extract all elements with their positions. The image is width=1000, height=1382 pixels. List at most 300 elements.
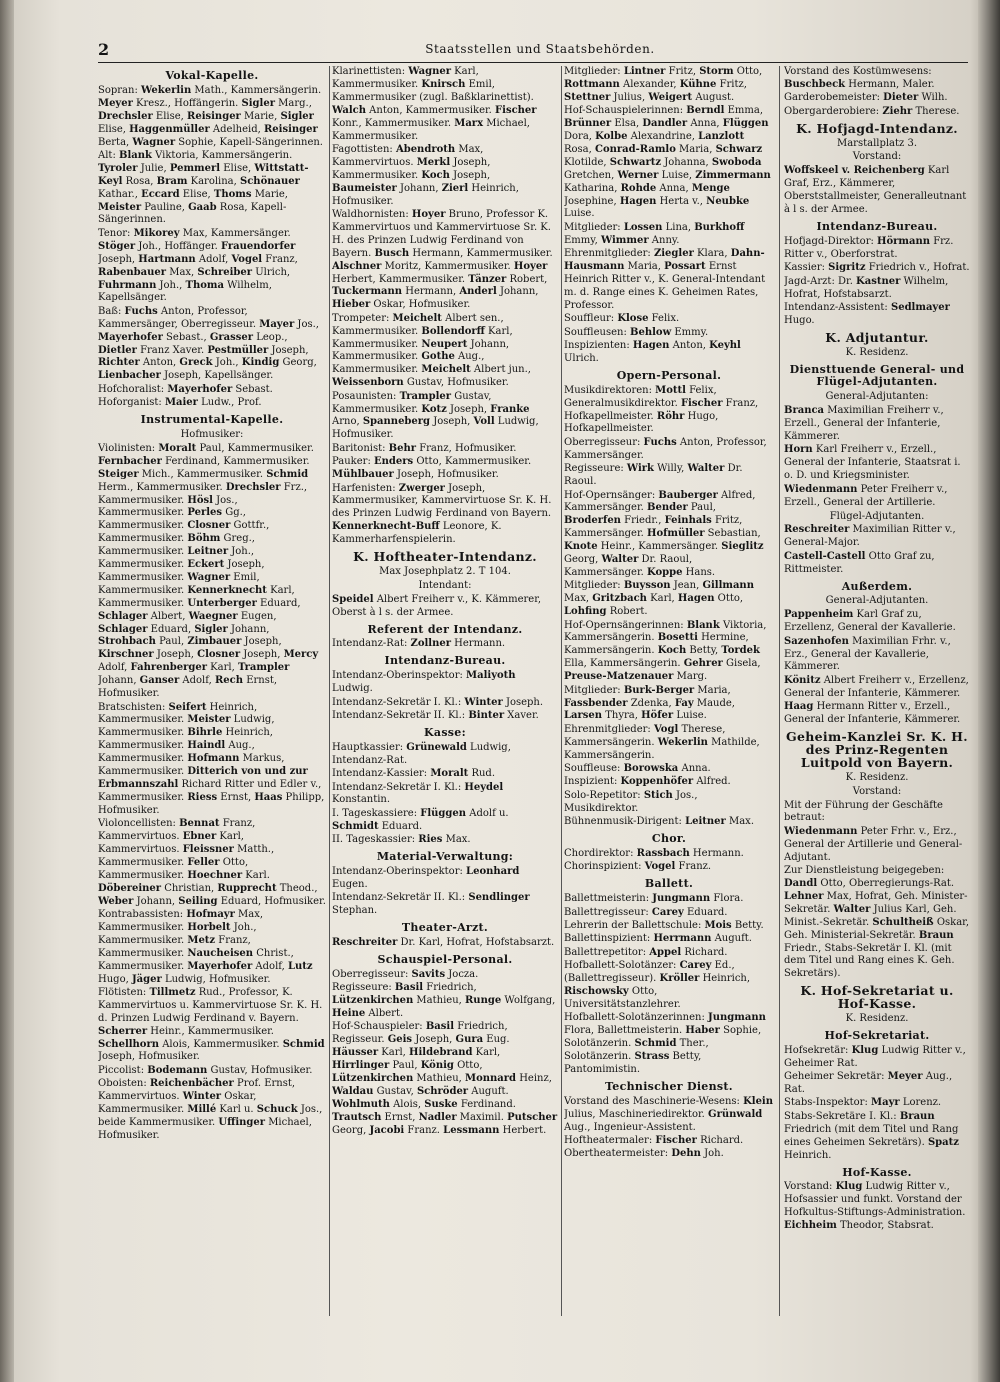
entry-name: Tordek	[721, 645, 760, 657]
section-heading: K. Hofjagd-Intendanz.	[796, 120, 958, 136]
directory-entry: Stabs-Sekretäre I. Kl.: Braun Friedrich (mit dem Titel und Rang eines Geheimen Sekretärs). Spatz Heinrich.	[784, 1110, 959, 1161]
entry-name: Wagner	[132, 136, 176, 148]
entry-name: Naucheisen	[187, 947, 254, 959]
entry-name: Gritzbach	[592, 593, 647, 605]
entry-name: Sedlmayer	[890, 301, 950, 313]
entry-name: Kennerknecht	[187, 584, 267, 596]
entry-name: Hartmann	[138, 253, 196, 265]
entry-name: Behr	[388, 442, 417, 454]
entry-name: Ditterich von und zur Erbmannszahl	[98, 766, 308, 790]
entry-name: Fischer	[495, 104, 537, 116]
entry-name: Geis	[387, 1034, 413, 1046]
entry-name: Wagner	[408, 66, 451, 77]
subheading: K. Residenz.	[845, 346, 909, 358]
entry-name: Hoyer	[513, 260, 548, 272]
subheading: K. Residenz.	[845, 771, 909, 783]
entry-name: Fuhrmann	[98, 279, 157, 291]
entry-name: Eichheim	[784, 1220, 837, 1232]
directory-entry: Souffleur: Klose Felix.	[564, 313, 680, 325]
entry-name: Merkl	[416, 156, 451, 168]
directory-entry: Intendanz-Sekretär II. Kl.: Binter Xaver.	[332, 710, 539, 721]
entry-name: Fay	[674, 697, 694, 709]
directory-entry: Trompeter: Meichelt Albert sen., Kammermusiker. Bollendorff Karl, Kammermusiker. Neupert Johann, Kammermusiker. Gothe Aug., Kammermusiker. Meichelt Albert jun., Weissenborn Gustav, Hofmusiker.	[332, 312, 531, 389]
directory-entry: Oboisten: Reichenbächer Prof. Ernst, Kammervirtuos. Winter Oskar, Kammermusiker. Millé Karl u. Schuck Jos., beide Kammermusiker. Uffinger Michael, Hofmusiker.	[98, 1078, 323, 1141]
entry-name: Klug	[851, 1044, 879, 1056]
entry-name: Feinhals	[664, 515, 712, 527]
entry-name: Koch	[421, 169, 450, 181]
entry-name: Unterberger	[187, 597, 257, 609]
entry-name: Klose	[617, 313, 649, 325]
entry-name: Waldau	[332, 1085, 374, 1097]
entry-name: Schuck	[256, 1104, 298, 1116]
section-heading: Schauspiel-Personal.	[377, 952, 513, 966]
entry-name: Stettner	[564, 91, 611, 103]
entry-name: Meyer	[887, 1071, 923, 1083]
column-divider	[329, 66, 330, 1316]
directory-entry: Sazenhofen Maximilian Frhr. v., Erz., General der Kavallerie, Kämmerer.	[784, 635, 951, 673]
column-4	[784, 66, 970, 1316]
entry-name: Uffinger	[218, 1117, 266, 1128]
entry-name: Hofmann	[187, 753, 240, 765]
entry-name: Burkhoff	[694, 221, 745, 233]
entry-name: Appel	[649, 946, 682, 958]
directory-entry: Mitglieder: Lossen Lina, Burkhoff Emmy, Wimmer Anny.	[564, 221, 745, 246]
subheading: Flügel-Adjutanten.	[829, 510, 925, 522]
section-heading: K. Hoftheater-Intendanz.	[353, 549, 537, 565]
section-heading: K. Adjutantur.	[825, 329, 929, 345]
directory-entry: Inspizienten: Hagen Anton, Keyhl Ulrich.	[564, 340, 741, 364]
entry-name: Berndl	[686, 105, 725, 117]
subheading: Vorstand:	[852, 785, 902, 797]
entry-name: Rabenbauer	[98, 266, 167, 278]
entry-name: Rupprecht	[217, 882, 277, 894]
entry-name: Wohlmuth	[332, 1098, 390, 1110]
entry-name: König	[420, 1060, 454, 1072]
entry-name: Wiedenmann	[784, 483, 858, 495]
section-heading: Geheim-Kanzlei Sr. K. H. des Prinz-Regenten Luitpold von Bayern.	[786, 729, 968, 770]
entry-name: Lessmann	[443, 1124, 500, 1136]
entry-name: Dietler	[98, 344, 137, 356]
entry-name: Nadler	[418, 1111, 457, 1123]
entry-name: Sigler	[280, 110, 314, 122]
directory-entry: Musikdirektoren: Mottl Felix, Generalmusikdirektor. Fischer Franz, Hofkapellmeister. Röhr Hugo, Hofkapellmeister.	[564, 384, 759, 435]
directory-entry: Klarinettisten: Wagner Karl, Kammermusiker. Knirsch Emil, Kammermusiker (zugl. Baßklarinettist). Walch Anton, Kammermusiker. Fischer Konr., Kammermusiker. Marx Michael, Kammermusiker.	[332, 66, 537, 142]
directory-entry: Kontrabassisten: Hofmayr Max, Kammermusiker. Horbelt Joh., Kammermusiker. Metz Franz, Kammermusiker. Naucheisen Christ., Kammermusiker. Mayerhofer Adolf, Lutz Hugo, Jäger Ludwig, Hofmusiker.	[98, 909, 313, 985]
entry-name: Binter	[468, 710, 505, 721]
entry-name: Hoechner	[187, 869, 243, 881]
entry-name: Carey	[679, 960, 712, 972]
entry-name: Gaab	[188, 201, 217, 213]
entry-name: Drechsler	[98, 110, 153, 122]
entry-name: Bram	[156, 175, 188, 187]
entry-name: Häusser	[332, 1047, 379, 1059]
entry-name: Haggenmüller	[129, 123, 210, 135]
entry-name: Baumeister	[332, 182, 397, 194]
entry-name: Zimbauer	[187, 636, 242, 648]
directory-entry: Vorstand des Kostümwesens: Buschbeck Hermann, Maler.	[784, 66, 935, 90]
entry-name: Jäger	[131, 973, 162, 985]
entry-name: Basil	[394, 982, 424, 994]
entry-name: Koch	[657, 645, 687, 657]
entry-name: Haag	[784, 701, 814, 713]
directory-entry: Kassier: Sigritz Friedrich v., Hofrat.	[784, 262, 970, 274]
directory-entry: Regisseure: Basil Friedrich, Lützenkirchen Mathieu, Runge Wolfgang, Heine Albert.	[332, 982, 556, 1020]
entry-name: Reschreiter	[784, 524, 850, 536]
subheading: Max Josephplatz 2. T 104.	[379, 565, 511, 577]
entry-name: Closner	[187, 520, 231, 532]
section-heading: Material-Verwaltung:	[376, 850, 514, 864]
entry-name: Maier	[164, 397, 198, 409]
entry-name: Pemmerl	[169, 162, 221, 174]
entry-name: Trampler	[237, 662, 290, 674]
directory-entry: Könitz Albert Freiherr v., Erzellenz, General der Infanterie, Kämmerer.	[784, 674, 969, 699]
entry-name: Menge	[691, 182, 730, 194]
directory-entry: Ballettregisseur: Carey Eduard.	[564, 906, 728, 918]
entry-name: Buysson	[623, 580, 671, 592]
entry-name: Wittstatt-Keyl	[98, 162, 309, 187]
running-head: Staatsstellen und Staatsbehörden.	[425, 42, 655, 56]
header-rule	[98, 62, 968, 63]
page-number: 2	[98, 40, 110, 59]
entry-name: Strass	[634, 1051, 670, 1063]
directory-entry: Intendanz-Assistent: Sedlmayer Hugo.	[784, 301, 950, 326]
entry-name: Heydel	[464, 781, 504, 793]
subheading: Vorstand:	[852, 151, 902, 163]
section-heading: Theater-Arzt.	[401, 921, 489, 935]
directory-entry: II. Tageskassier: Ries Max.	[332, 834, 471, 846]
section-heading: Außerdem.	[841, 579, 913, 593]
entry-name: Leonhard	[466, 865, 520, 877]
entry-name: Schultheiß	[872, 916, 934, 928]
entry-name: Richter	[98, 357, 140, 369]
directory-entry: Pappenheim Karl Graf zu, Erzellenz, General der Kavallerie.	[784, 609, 956, 634]
entry-name: Jungmann	[652, 893, 711, 905]
entry-name: Eckert	[187, 559, 225, 571]
entry-name: Ebner	[182, 831, 217, 843]
entry-name: Mayerhofer	[187, 960, 253, 972]
entry-name: Röhr	[656, 410, 685, 422]
directory-entry: Piccolist: Bodemann Gustav, Hofmusiker.	[98, 1064, 313, 1076]
entry-name: Storm	[699, 66, 734, 77]
entry-name: Seiling	[178, 895, 218, 907]
directory-entry: Wiedenmann Peter Frhr. v., Erz., General der Artillerie und General-Adjutant.	[784, 825, 963, 863]
entry-name: Lintner	[623, 66, 666, 77]
directory-entry: Ballettmeisterin: Jungmann Flora.	[564, 893, 744, 905]
directory-entry: Bratschisten: Seifert Heinrich, Kammermusiker. Meister Ludwig, Kammermusiker. Bihrle Heinrich, Kammermusiker. Haindl Aug., Kammermusiker. Hofmann Markus, Kammermusiker. Ditterich von und zur Erbmannszahl Richard Ritter und Edler v., Kammermusiker. Riess Ernst, Haas Philipp, Hofmusiker.	[98, 701, 325, 816]
entry-name: Monnard	[465, 1073, 517, 1085]
entry-name: Lossen	[623, 221, 663, 233]
directory-entry: Obergarderobiere: Ziehr Therese.	[784, 105, 960, 117]
entry-name: Broderfen	[564, 515, 621, 527]
directory-entry: Lehrerin der Ballettschule: Mois Betty.	[564, 920, 764, 931]
entry-name: Stich	[643, 789, 673, 801]
entry-name: Branca	[784, 405, 825, 417]
entry-name: Speidel	[332, 593, 374, 605]
entry-name: Sendlinger	[468, 892, 530, 904]
section-heading: Vokal-Kapelle.	[165, 69, 259, 82]
entry-name: Könitz	[784, 674, 821, 686]
entry-name: Kühne	[679, 78, 717, 90]
entry-name: Fernbacher	[98, 455, 162, 467]
section-heading: Instrumental-Kapelle.	[140, 413, 284, 427]
entry-name: Neupert	[421, 338, 468, 350]
entry-name: Fischer	[655, 1135, 697, 1146]
entry-name: Sigritz	[828, 262, 866, 274]
subheading: Intendant:	[418, 579, 472, 591]
directory-entry: Violoncellisten: Bennat Franz, Kammervirtuos. Ebner Karl, Kammervirtuos. Fleissner Matth., Kammermusiker. Feller Otto, Kammermusiker. Hoechner Karl. Döbereiner Christian, Rupprecht Theod., Weber Johann, Seiling Eduard, Hofmusiker.	[98, 818, 326, 907]
entry-name: Marx	[454, 117, 484, 129]
directory-entry: Alt: Blank Viktoria, Kammersängerin. Tyroler Julie, Pemmerl Elise, Wittstatt-Keyl Rosa, Bram Karolina, Schönauer Kathar., Eccard Elise, Thoms Marie, Meister Pauline, Gaab Rosa, Kapell-Sängerinnen.	[98, 149, 309, 226]
entry-name: Vogl	[653, 723, 679, 735]
subheading: K. Residenz.	[845, 1013, 909, 1025]
entry-name: Gillmann	[702, 580, 754, 592]
directory-entry: Mitglieder: Buysson Jean, Gillmann Max, Gritzbach Karl, Hagen Otto, Lohfing Robert.	[564, 580, 754, 618]
entry-name: Thoma	[185, 279, 224, 291]
entry-name: Dieter	[883, 92, 919, 104]
directory-entry: Vorstand: Klug Ludwig Ritter v., Hofsassier und funkt. Vorstand der Hofkultus-Stiftungs-Administration. Eichheim Theodor, Stabsrat.	[784, 1181, 966, 1232]
subheading: Marstallplatz 3.	[836, 137, 918, 149]
entry-name: Zierl	[441, 182, 469, 194]
entry-name: Walch	[332, 104, 366, 116]
entry-name: Mayerhofer	[98, 331, 163, 343]
entry-name: Hagen	[632, 340, 670, 352]
entry-name: Bauberger	[658, 489, 718, 501]
entry-name: Flüggen	[420, 807, 467, 819]
entry-name: Koppe	[647, 566, 683, 578]
section-heading: Chor.	[651, 832, 687, 846]
entry-name: Conrad-Ramlo	[595, 143, 676, 155]
entry-name: Hildebrand	[409, 1047, 473, 1059]
entry-name: Dandler	[642, 118, 688, 130]
entry-name: Tuckermann	[332, 286, 403, 298]
entry-name: Lützenkirchen	[332, 1073, 414, 1085]
entry-name: Blank	[119, 149, 152, 161]
section-heading: Referent der Intendanz.	[367, 622, 523, 636]
entry-name: Flüggen	[722, 118, 769, 130]
entry-name: Hofmayr	[186, 909, 235, 920]
directory-entry: Fagottisten: Abendroth Max, Kammervirtuos. Merkl Joseph, Kammermusiker. Koch Joseph, Baumeister Johann, Zierl Heinrich, Hofmusiker.	[332, 143, 519, 207]
section-heading: Hof-Kasse.	[842, 1165, 912, 1179]
entry-name: Steiger	[98, 468, 139, 480]
entry-name: Meichelt	[392, 312, 442, 324]
entry-name: Keyhl	[709, 340, 741, 352]
entry-name: Bennat	[179, 818, 220, 830]
entry-name: Hofmüller	[647, 528, 705, 540]
entry-name: Dandl	[784, 877, 818, 889]
directory-entry: Hof-Schauspielerinnen: Berndl Emma, Brünner Elsa, Dandler Anna, Flüggen Dora, Kolbe Alexandrine, Lanzlott Rosa, Conrad-Ramlo Maria, Schwarz Klotilde, Schwartz Johanna, Swoboda Gretchen, Werner Luise, Zimmermann Katharina, Rohde Anna, Menge Josephine, Hagen Herta v., Neubke Luise.	[564, 105, 771, 220]
entry-name: Kindig	[241, 357, 280, 369]
directory-entry: Geheimer Sekretär: Meyer Aug., Rat.	[784, 1071, 953, 1096]
entry-name: Putscher	[507, 1111, 558, 1123]
entry-name: Bihrle	[187, 727, 223, 739]
directory-entry: Regisseure: Wirk Willy, Walter Dr. Raoul.	[564, 463, 743, 488]
entry-name: Perles	[187, 507, 223, 519]
entry-name: Mayer	[259, 318, 295, 330]
entry-name: Fleissner	[182, 843, 234, 855]
section-heading: Intendanz-Bureau.	[384, 654, 506, 668]
entry-name: Wiedenmann	[784, 825, 858, 837]
entry-name: Mois	[704, 920, 732, 931]
entry-name: Schröder	[416, 1085, 469, 1097]
directory-entry: Wiedenmann Peter Freiherr v., Erzell., General der Artillerie.	[784, 483, 948, 508]
entry-name: Runge	[465, 995, 502, 1007]
section-heading: K. Hof-Sekretariat u. Hof-Kasse.	[800, 983, 954, 1012]
entry-name: Leitner	[187, 546, 229, 558]
entry-name: Buschbeck	[784, 78, 846, 90]
directory-entry: Jagd-Arzt: Dr. Kastner Wilhelm, Hofrat, Hofstabsarzt.	[784, 275, 949, 300]
entry-name: Reisinger	[187, 110, 241, 122]
entry-name: Lanzlott	[698, 131, 745, 143]
directory-entry: Hof-Schauspieler: Basil Friedrich, Regisseur. Geis Joseph, Gura Eug. Häusser Karl, Hildebrand Karl, Hirrlinger Paul, König Otto, Lützenkirchen Mathieu, Monnard Heinz, Waldau Gustav, Schröder Auguft. Wohlmuth Alois, Suske Ferdinand. Trautsch Ernst, Nadler Maximil. Putscher Georg, Jacobi Franz. Lessmann Herbert.	[332, 1021, 558, 1136]
entry-name: Scherrer	[98, 1025, 148, 1037]
directory-entry: Intendanz-Sekretär I. Kl.: Winter Joseph.	[332, 696, 544, 708]
entry-name: Eccard	[141, 188, 180, 200]
entry-name: Fuchs	[124, 305, 158, 317]
section-heading: Diensttuende General- und Flügel-Adjutanten.	[789, 362, 965, 389]
entry-name: Kastner	[856, 275, 901, 287]
directory-entry: Chordirektor: Rassbach Hermann.	[564, 847, 744, 859]
entry-name: Tyroler	[98, 162, 138, 174]
entry-name: Lutz	[287, 960, 313, 972]
directory-entry: Hoftheatermaler: Fischer Richard.	[564, 1135, 744, 1146]
entry-name: Tillmetz	[149, 986, 196, 998]
directory-entry: Zur Dienstleistung beigegeben: Dandl Otto, Oberregierungs-Rat. Lehner Max, Hofrat, Geh. Minister-Sekretär. Walter Julius Karl, Geh. Minist.-Sekretär. Schultheiß Oskar, Geh. Ministerial-Sekretär. Braun Friedr., Stabs-Sekretär I. Kl. (mit dem Titel und Rang eines K. Geh. Sekretärs).	[784, 865, 970, 980]
entry-name: Blank	[686, 619, 720, 631]
entry-name: Meister	[187, 714, 231, 726]
directory-entry: Hofsekretär: Klug Ludwig Ritter v., Geheimer Rat.	[784, 1044, 966, 1069]
directory-entry: Haag Hermann Ritter v., Erzell., General der Infanterie, Kämmerer.	[784, 701, 961, 726]
entry-name: Enders	[374, 456, 414, 468]
entry-name: Closner	[197, 649, 241, 661]
directory-entry: Solo-Repetitor: Stich Jos., Musikdirektor.	[564, 789, 698, 814]
column-divider	[779, 66, 780, 1316]
entry-name: Höfer	[641, 710, 674, 722]
entry-name: Savits	[411, 968, 446, 980]
entry-name: Gothe	[421, 351, 455, 363]
entry-name: Hagen	[619, 195, 657, 207]
subheading: General-Adjutanten.	[825, 595, 929, 607]
entry-name: Schwartz	[609, 156, 662, 168]
entry-name: Reschreiter	[332, 937, 398, 948]
entry-name: Mikorey	[133, 227, 180, 239]
entry-name: Schmid	[266, 468, 309, 480]
entry-name: Mayr	[871, 1097, 900, 1109]
entry-name: Pappenheim	[784, 609, 854, 621]
entry-name: Dahn-Hausmann	[564, 248, 765, 273]
entry-name: Maliyoth	[466, 670, 516, 682]
entry-name: Ziegler	[653, 248, 694, 260]
entry-name: Zimmermann	[695, 169, 771, 181]
entry-name: Basil	[425, 1021, 455, 1033]
entry-name: Frauendorfer	[220, 240, 296, 252]
entry-name: Swoboda	[711, 156, 762, 168]
entry-name: Werner	[617, 169, 659, 181]
directory-entry: Obertheatermeister: Dehn Joh.	[564, 1148, 724, 1160]
entry-name: Jacobi	[369, 1124, 405, 1136]
directory-entry: Ehrenmitglieder: Vogl Therese, Kammersängerin. Wekerlin Mathilde, Kammersängerin.	[564, 723, 760, 761]
entry-name: Schwarz	[715, 143, 763, 155]
directory-entry: Ballettinspizient: Herrmann Auguft.	[564, 933, 752, 945]
entry-name: Castell-Castell	[784, 550, 866, 562]
entry-name: Sieglitz	[721, 541, 764, 553]
directory-entry: Oberregisseur: Savits Jocza.	[332, 968, 479, 980]
entry-name: Abendroth	[395, 143, 456, 155]
entry-name: Possart	[664, 261, 706, 273]
directory-entry: Intendanz-Sekretär II. Kl.: Sendlinger Stephan.	[332, 892, 530, 917]
section-heading: Hof-Sekretariat.	[824, 1028, 930, 1042]
entry-name: Haindl	[187, 740, 226, 752]
section-heading: Intendanz-Bureau.	[816, 219, 938, 233]
entry-name: Braun	[918, 929, 954, 941]
entry-name: Kolbe	[595, 131, 628, 143]
directory-entry: Inspizient: Koppenhöfer Alfred.	[564, 776, 731, 788]
directory-entry: Bühnenmusik-Dirigent: Leitner Max.	[564, 816, 754, 828]
entry-name: Schlager	[98, 610, 148, 622]
entry-name: Schmid	[634, 1038, 677, 1050]
directory-entry: Hofjagd-Direktor: Hörmann Frz. Ritter v., Oberforstrat.	[784, 235, 954, 260]
directory-entry: Castell-Castell Otto Graf zu, Rittmeister.	[784, 550, 935, 575]
entry-name: Bollendorff	[421, 325, 485, 337]
entry-name: Fassbender	[564, 697, 628, 709]
directory-entry: Intendanz-Sekretär I. Kl.: Heydel Konstantin.	[332, 781, 504, 806]
section-heading: Ballett.	[644, 877, 694, 891]
entry-name: Drechsler	[225, 481, 281, 493]
entry-name: Wimmer	[600, 234, 649, 246]
column-1	[98, 66, 326, 1316]
entry-name: Preuse-Matzenauer	[564, 671, 674, 683]
directory-entry: I. Tageskassiere: Flüggen Adolf u. Schmidt Eduard.	[332, 807, 509, 832]
directory-entry: Vorstand des Maschinerie-Wesens: Klein Julius, Maschineriedirektor. Grünwald Aug., Ingenieur-Assistent.	[564, 1095, 773, 1133]
entry-name: Hoyer	[411, 208, 446, 220]
entry-name: Meister	[98, 201, 142, 213]
directory-entry: Intendanz-Rat: Zollner Hermann.	[332, 638, 506, 650]
entry-name: Feller	[187, 856, 220, 868]
entry-name: Walter	[601, 554, 639, 566]
entry-name: Tänzer	[468, 273, 507, 285]
entry-name: Rottmann	[564, 78, 620, 90]
entry-name: Moralt	[430, 768, 469, 780]
directory-entry: Sopran: Wekerlin Math., Kammersängerin. Meyer Kresz., Hoffängerin. Sigler Marg., Drechsler Elise, Reisinger Marie, Sigler Elise, Haggenmüller Adelheid, Reisinger Berta, Wagner Sophie, Kapell-Sängerinnen.	[98, 84, 323, 148]
subheading: General-Adjutanten:	[825, 391, 929, 403]
entry-name: Busch	[374, 247, 410, 259]
directory-entry: Hofballett-Solotänzerinnen: Jungmann Flora, Ballettmeisterin. Haber Sophie, Solotänzerin. Schmid Ther., Solotänzerin. Strass Betty, Pantomimistin.	[564, 1012, 766, 1075]
directory-entry: Intendanz-Oberinspektor: Maliyoth Ludwig.	[332, 670, 516, 695]
entry-name: Meichelt	[421, 364, 471, 376]
entry-name: Braun	[899, 1110, 935, 1122]
entry-name: Mottl	[655, 384, 686, 396]
entry-name: Trautsch	[332, 1111, 382, 1123]
entry-name: Haber	[685, 1025, 720, 1037]
column-divider	[561, 66, 562, 1316]
directory-entry: Mitglieder: Lintner Fritz, Storm Otto, Rottmann Alexander, Kühne Fritz, Stettner Julius, Weigert August.	[564, 66, 763, 103]
directory-entry: Baß: Fuchs Anton, Professor, Kammersänger, Oberregisseur. Mayer Jos., Mayerhofer Sebast., Grasser Leop., Dietler Franz Xaver. Pestmüller Joseph, Richter Anton, Greck Joh., Kindig Georg, Lienbacher Joseph, Kapellsänger.	[98, 305, 319, 382]
entry-name: Trampler	[399, 390, 452, 402]
entry-name: Schlager	[98, 623, 148, 635]
directory-entry: Hof-Opernsänger: Bauberger Alfred, Kammersänger. Bender Paul, Broderfen Friedr., Feinhals Fritz, Kammersänger. Hofmüller Sebastian, Knote Heinr., Kammersänger. Sieglitz Georg, Walter Dr. Raoul, Kammersänger. Koppe Hans.	[564, 489, 764, 578]
directory-entry: Intendanz-Kassier: Moralt Rud.	[332, 768, 495, 780]
entry-name: Kröller	[659, 973, 700, 985]
entry-name: Bodemann	[147, 1064, 208, 1076]
directory-entry: Pauker: Enders Otto, Kammermusiker. Mühlbauer Joseph, Hofmusiker.	[332, 456, 532, 481]
entry-name: Schmid	[282, 1038, 325, 1050]
entry-name: Strohbach	[98, 636, 156, 648]
entry-name: Lohfing	[564, 606, 607, 618]
directory-entry: Hofchoralist: Mayerhofer Sebast.	[98, 383, 273, 395]
entry-name: Gehrer	[683, 658, 723, 670]
directory-entry: Branca Maximilian Freiherr v., Erzell., General der Infanterie, Kämmerer.	[784, 405, 944, 443]
directory-entry: Speidel Albert Freiherr v., K. Kämmerer, Oberst à l s. der Armee.	[332, 593, 542, 618]
entry-name: Brünner	[564, 118, 612, 130]
